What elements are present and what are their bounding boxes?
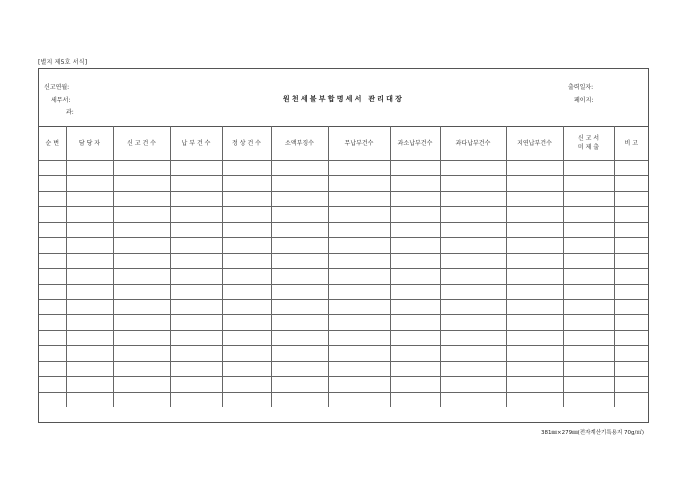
table-cell[interactable] [328,299,390,314]
table-row [39,253,648,268]
column-header: 무납부건수 [328,126,390,161]
table-cell[interactable] [271,346,328,361]
table-cell[interactable] [222,253,271,268]
table-cell[interactable] [563,315,614,330]
table-cell[interactable] [113,330,170,345]
table-cell[interactable] [66,269,113,284]
table-cell[interactable] [39,315,66,330]
header-row [39,126,648,161]
table-cell[interactable] [506,361,563,376]
table-cell[interactable] [170,361,222,376]
table-cell[interactable] [563,392,614,407]
table-cell[interactable] [614,176,648,191]
table-cell[interactable] [170,315,222,330]
division-label: 과: [66,109,74,116]
table-cell[interactable] [222,377,271,392]
print-date-label: 출력일자: [568,84,594,91]
table-cell[interactable] [328,361,390,376]
table-cell[interactable] [614,377,648,392]
table-cell[interactable] [390,176,440,191]
table-cell[interactable] [222,269,271,284]
table-cell[interactable] [170,377,222,392]
table-cell[interactable] [66,176,113,191]
table-cell[interactable] [563,161,614,176]
table-cell[interactable] [39,161,66,176]
table-cell[interactable] [440,346,506,361]
table-cell[interactable] [440,392,506,407]
table-cell[interactable] [390,299,440,314]
table-cell[interactable] [563,207,614,222]
table-cell[interactable] [506,299,563,314]
table-cell[interactable] [390,222,440,237]
table-row [39,222,648,237]
table-row [39,269,648,284]
ledger-frame [38,68,649,423]
table-body [39,161,648,408]
ledger-header [39,69,648,127]
table-cell[interactable] [440,161,506,176]
table-cell[interactable] [222,207,271,222]
table-cell[interactable] [506,269,563,284]
table-cell[interactable] [271,299,328,314]
table-cell[interactable] [170,299,222,314]
table-cell[interactable] [390,207,440,222]
column-header: 납 부 건 수 [170,126,222,161]
table-cell[interactable] [222,238,271,253]
table-cell[interactable] [271,392,328,407]
table-cell[interactable] [66,315,113,330]
column-header: 정 상 건 수 [222,126,271,161]
table-cell[interactable] [39,377,66,392]
table-row [39,238,648,253]
table-cell[interactable] [170,191,222,206]
table-cell[interactable] [390,191,440,206]
table-cell[interactable] [328,176,390,191]
table-cell[interactable] [39,299,66,314]
table-cell[interactable] [66,377,113,392]
table-cell[interactable] [113,161,170,176]
table-cell[interactable] [271,176,328,191]
table-cell[interactable] [506,161,563,176]
table-cell[interactable] [506,176,563,191]
table-cell[interactable] [328,284,390,299]
table-cell[interactable] [614,284,648,299]
table-cell[interactable] [390,161,440,176]
table-cell[interactable] [113,315,170,330]
table-cell[interactable] [390,330,440,345]
form-label: [별지 제5호 서식] [38,59,88,66]
table-cell[interactable] [113,284,170,299]
table-row [39,330,648,345]
table-cell[interactable] [39,238,66,253]
table-cell[interactable] [170,284,222,299]
table-cell[interactable] [39,207,66,222]
table-cell[interactable] [113,361,170,376]
table-cell[interactable] [614,361,648,376]
table-cell[interactable] [113,253,170,268]
table-cell[interactable] [328,269,390,284]
table-cell[interactable] [39,361,66,376]
table-cell[interactable] [328,377,390,392]
table-cell[interactable] [563,253,614,268]
table-cell[interactable] [66,161,113,176]
table-cell[interactable] [328,253,390,268]
table-cell[interactable] [614,269,648,284]
table-cell[interactable] [440,299,506,314]
table-cell[interactable] [271,222,328,237]
column-header: 과소납부건수 [390,126,440,161]
table-row [39,161,648,176]
table-cell[interactable] [563,176,614,191]
ledger-title: 원천세불부합명세서 관리대장 [282,95,405,103]
table-cell[interactable] [66,330,113,345]
table-cell[interactable] [222,361,271,376]
table-cell[interactable] [506,253,563,268]
table-cell[interactable] [113,377,170,392]
table-cell[interactable] [506,207,563,222]
table-cell[interactable] [614,253,648,268]
table-cell[interactable] [39,269,66,284]
table-row [39,377,648,392]
table-cell[interactable] [563,222,614,237]
table-cell[interactable] [328,315,390,330]
table-cell[interactable] [271,315,328,330]
table-cell[interactable] [170,269,222,284]
table-cell[interactable] [222,176,271,191]
table-cell[interactable] [440,315,506,330]
table-cell[interactable] [614,346,648,361]
table-cell[interactable] [222,299,271,314]
table-cell[interactable] [66,238,113,253]
table-cell[interactable] [170,238,222,253]
table-cell[interactable] [271,269,328,284]
table-row [39,299,648,314]
table-cell[interactable] [390,392,440,407]
table-cell[interactable] [328,161,390,176]
table-cell[interactable] [66,253,113,268]
table-cell[interactable] [506,284,563,299]
table-cell[interactable] [113,207,170,222]
table-cell[interactable] [614,222,648,237]
table-cell[interactable] [113,346,170,361]
table-cell[interactable] [170,176,222,191]
table-cell[interactable] [271,284,328,299]
table-cell[interactable] [271,330,328,345]
table-cell[interactable] [563,238,614,253]
table-cell[interactable] [506,222,563,237]
table-cell[interactable] [440,207,506,222]
table-cell[interactable] [222,222,271,237]
table-cell[interactable] [440,222,506,237]
table-cell[interactable] [506,392,563,407]
column-header: 지연납부건수 [506,126,563,161]
table-cell[interactable] [328,207,390,222]
table-cell[interactable] [113,191,170,206]
table-cell[interactable] [66,222,113,237]
table-cell[interactable] [222,161,271,176]
table-row [39,315,648,330]
table-cell[interactable] [328,392,390,407]
table-cell[interactable] [39,284,66,299]
table-cell[interactable] [271,207,328,222]
table-cell[interactable] [66,361,113,376]
table-cell[interactable] [440,330,506,345]
column-header: 비 고 [614,126,648,161]
table-cell[interactable] [328,346,390,361]
table-cell[interactable] [222,191,271,206]
column-header: 소액부징수 [271,126,328,161]
table-cell[interactable] [506,377,563,392]
table-cell[interactable] [390,346,440,361]
table-cell[interactable] [614,207,648,222]
table-cell[interactable] [390,253,440,268]
table-row [39,361,648,376]
table-cell[interactable] [390,361,440,376]
table-cell[interactable] [222,315,271,330]
table-cell[interactable] [170,161,222,176]
table-cell[interactable] [39,222,66,237]
table-cell[interactable] [390,238,440,253]
table-cell[interactable] [271,238,328,253]
table-cell[interactable] [39,330,66,345]
table-cell[interactable] [271,361,328,376]
table-cell[interactable] [563,284,614,299]
table-cell[interactable] [506,238,563,253]
table-row [39,191,648,206]
table-cell[interactable] [113,392,170,407]
table-cell[interactable] [170,253,222,268]
table-cell[interactable] [390,284,440,299]
table-cell[interactable] [390,269,440,284]
table-cell[interactable] [170,207,222,222]
table-cell[interactable] [113,269,170,284]
table-cell[interactable] [614,315,648,330]
table-row [39,392,648,407]
table-cell[interactable] [328,222,390,237]
table-cell[interactable] [39,392,66,407]
table-cell[interactable] [328,191,390,206]
table-cell[interactable] [506,315,563,330]
table-cell[interactable] [39,253,66,268]
table-cell[interactable] [614,161,648,176]
table-cell[interactable] [440,238,506,253]
table-cell[interactable] [113,299,170,314]
table-cell[interactable] [563,269,614,284]
table-cell[interactable] [563,330,614,345]
table-cell[interactable] [222,346,271,361]
table-cell[interactable] [170,346,222,361]
column-header: 신 고 서 미 제 출 [563,126,614,161]
table-cell[interactable] [563,346,614,361]
table-cell[interactable] [66,392,113,407]
table-cell[interactable] [563,377,614,392]
table-cell[interactable] [506,191,563,206]
paper-spec-note: 381㎜×279㎜(전자계산기특용지 70g/㎡) [541,430,644,436]
table-cell[interactable] [113,176,170,191]
table-cell[interactable] [271,253,328,268]
ledger-table [39,126,648,407]
table-row [39,284,648,299]
column-header: 순 번 [39,126,66,161]
table-cell[interactable] [271,191,328,206]
table-cell[interactable] [39,176,66,191]
tax-office-label: 세무서: [51,97,71,104]
table-row [39,346,648,361]
table-cell[interactable] [614,299,648,314]
table-cell[interactable] [614,330,648,345]
table-cell[interactable] [440,361,506,376]
table-cell[interactable] [563,299,614,314]
table-cell[interactable] [614,238,648,253]
column-header: 신 고 건 수 [113,126,170,161]
table-cell[interactable] [614,392,648,407]
table-row [39,207,648,222]
table-cell[interactable] [440,253,506,268]
table-cell[interactable] [563,361,614,376]
table-cell[interactable] [390,377,440,392]
table-cell[interactable] [440,191,506,206]
page-label: 페이지: [574,97,594,104]
table-cell[interactable] [506,346,563,361]
table-cell[interactable] [440,284,506,299]
table-cell[interactable] [271,377,328,392]
table-cell[interactable] [328,238,390,253]
table-cell[interactable] [113,238,170,253]
table-cell[interactable] [113,222,170,237]
table-cell[interactable] [66,284,113,299]
table-cell[interactable] [563,191,614,206]
column-header: 과다납부건수 [440,126,506,161]
table-cell[interactable] [66,299,113,314]
table-cell[interactable] [440,269,506,284]
table-cell[interactable] [271,161,328,176]
table-cell[interactable] [614,191,648,206]
table-cell[interactable] [39,346,66,361]
table-row [39,176,648,191]
table-cell[interactable] [440,176,506,191]
table-cell[interactable] [66,207,113,222]
table-cell[interactable] [222,330,271,345]
table-cell[interactable] [440,377,506,392]
report-month-label: 신고연월: [44,84,70,91]
table-cell[interactable] [506,330,563,345]
table-cell[interactable] [170,222,222,237]
table-cell[interactable] [222,284,271,299]
table-cell[interactable] [66,346,113,361]
table-cell[interactable] [170,392,222,407]
table-cell[interactable] [39,191,66,206]
table-cell[interactable] [328,330,390,345]
column-header: 담 당 자 [66,126,113,161]
table-cell[interactable] [390,315,440,330]
table-cell[interactable] [222,392,271,407]
table-cell[interactable] [170,330,222,345]
table-cell[interactable] [66,191,113,206]
